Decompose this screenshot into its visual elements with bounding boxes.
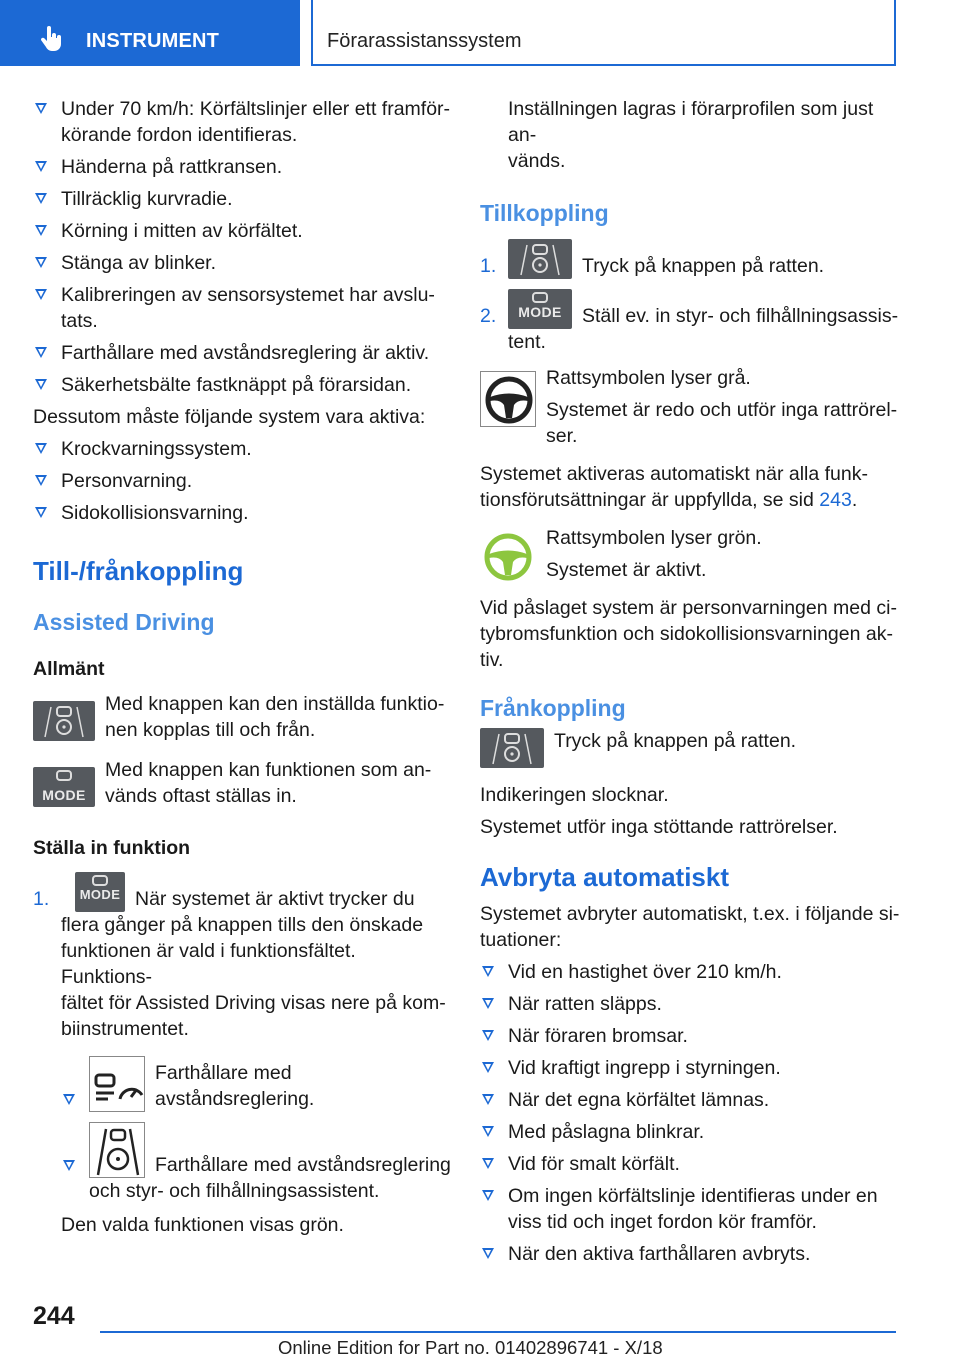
list-item (480, 1183, 900, 1235)
list-item-text: Vid kraftigt ingrepp i styrningen. (508, 1057, 781, 1079)
general-row-1 (33, 691, 451, 743)
bullet-triangle-icon (35, 161, 47, 172)
list-item (480, 1119, 900, 1145)
footer-edition: Online Edition for Part no. 01402896741 - X/18 (278, 1337, 663, 1358)
list-item (480, 1055, 900, 1081)
off-step-row (480, 728, 900, 768)
list-item-text: Med påslagna blinkrar. (508, 1121, 705, 1143)
section-title-box (311, 0, 896, 66)
list-item-text: När det egna körfältet lämnas. (508, 1089, 770, 1111)
list-item (33, 218, 451, 244)
page-header (0, 0, 960, 66)
green-state-text-2: Systemet är aktivt. (546, 559, 707, 581)
auto-cancel-list (480, 959, 900, 1267)
list-item (33, 154, 451, 180)
general-text-2: Med knappen kan funktionen som an- vänds oftast ställas in. (105, 759, 432, 807)
heading-assisted-driving: Assisted Driving (33, 609, 215, 635)
list-item-text: Vid en hastighet över 210 km/h. (508, 961, 782, 983)
on-step-2 (480, 289, 900, 355)
step-1-number: 1. (33, 888, 50, 910)
assist-button-icon (508, 239, 572, 279)
step-1 (33, 872, 451, 1042)
list-item (480, 1241, 900, 1267)
list-item-text: När föraren bromsar. (508, 1025, 688, 1047)
list-item (33, 436, 451, 462)
bullet-triangle-icon (35, 507, 47, 518)
heading-on-off: Till-/frånkoppling (33, 556, 244, 586)
list-item-text: Händerna på rattkransen. (61, 156, 283, 178)
heading-general: Allmänt (33, 658, 105, 680)
heading-switch-off: Frånkoppling (480, 695, 626, 721)
list-item-text: Personvarning. (61, 470, 193, 492)
list-item-text: Krockvarningssystem. (61, 438, 252, 460)
mode-button-icon (508, 289, 572, 329)
auto-activation-text-a: Systemet aktiveras automatiskt när alla funk- tionsförutsättningar är uppfyllda, se sid (480, 463, 868, 511)
bullet-triangle-icon (482, 1248, 494, 1259)
steering-assist-icon (89, 1122, 145, 1178)
general-text-1: Med knappen kan den inställda funktio- nen kopplas till och från. (105, 693, 445, 741)
grey-state-text-1: Rattsymbolen lyser grå. (546, 367, 751, 389)
list-item (33, 282, 451, 334)
auto-cancel-intro: Systemet avbryter automatiskt, t.ex. i följande si- tuationer: (480, 903, 900, 951)
footer-divider (100, 1331, 896, 1333)
green-state-text-1: Rattsymbolen lyser grön. (546, 527, 762, 549)
active-systems-list (33, 436, 451, 526)
general-row-2 (33, 757, 451, 809)
list-item (33, 500, 451, 526)
selected-function-note: Den valda funktionen visas grön. (61, 1214, 344, 1236)
list-item-text: Körning i mitten av körfältet. (61, 220, 303, 242)
bullet-triangle-icon (482, 1190, 494, 1201)
list-item-text: När den aktiva farthållaren avbryts. (508, 1243, 811, 1265)
steering-wheel-grey-icon (480, 371, 536, 427)
mode-label: MODE (79, 887, 121, 902)
function-option-1 (61, 1056, 451, 1112)
assist-button-icon (480, 728, 544, 768)
green-state-row (480, 525, 900, 585)
bullet-triangle-icon (35, 443, 47, 454)
bullet-triangle-icon (35, 379, 47, 390)
list-item (480, 1087, 900, 1113)
bullet-triangle-icon (35, 193, 47, 204)
list-item (480, 1023, 900, 1049)
bullet-triangle-icon (35, 225, 47, 236)
chapter-tab[interactable] (0, 0, 300, 66)
list-item-text: Sidokollisionsvarning. (61, 502, 249, 524)
list-item (33, 96, 451, 148)
requirements-list (33, 96, 451, 398)
heading-auto-cancel: Avbryta automatiskt (480, 862, 729, 892)
on-step-1-text: Tryck på knappen på ratten. (582, 255, 825, 277)
left-column (33, 96, 451, 1244)
function-option-2-text-a: Farthållare med avståndsreglering (155, 1154, 451, 1176)
list-item (480, 959, 900, 985)
right-column (480, 96, 900, 1273)
bullet-triangle-icon (482, 1158, 494, 1169)
bullet-triangle-icon (35, 103, 47, 114)
step-1-continued: flera gånger på knappen tills den önskade funktionen är vald i funktionsfältet. Funktions- fältet för Assisted Driving visas nere på kom- biinstrumentet. (61, 914, 446, 1040)
list-item-text: När ratten släpps. (508, 993, 662, 1015)
bullet-triangle-icon (482, 1126, 494, 1137)
list-item-text: Tillräcklig kurvradie. (61, 188, 233, 210)
list-item-text: Vid för smalt körfält. (508, 1153, 680, 1175)
list-item-text: Stänga av blinker. (61, 252, 217, 274)
bullet-triangle-icon (482, 966, 494, 977)
off-note-2: Systemet utför inga stöttande rattrörelser. (480, 816, 838, 838)
on-step-2-text-b: tent. (508, 331, 546, 353)
heading-set-function: Ställa in funktion (33, 837, 191, 859)
mode-button-icon (33, 767, 95, 807)
list-item-text: Under 70 km/h: Körfältslinjer eller ett framför- körande fordon identifieras. (61, 98, 451, 146)
function-option-2 (61, 1122, 451, 1204)
hand-pointer-icon (40, 26, 64, 52)
off-step-text: Tryck på knappen på ratten. (554, 730, 797, 752)
list-item (33, 186, 451, 212)
bullet-triangle-icon (35, 347, 47, 358)
bullet-triangle-icon (482, 1094, 494, 1105)
list-item-text: Om ingen körfältslinje identifieras under en viss tid och inget fordon kör framför. (508, 1185, 878, 1233)
page-number: 244 (33, 1302, 75, 1330)
bullet-triangle-icon (35, 475, 47, 486)
on-step-2-number: 2. (480, 305, 497, 327)
off-note-1: Indikeringen slocknar. (480, 784, 669, 806)
list-item (33, 250, 451, 276)
list-item (33, 340, 451, 366)
auto-activation-text (480, 461, 900, 513)
grey-state-text-2: Systemet är redo och utför inga rattrörel- ser. (546, 399, 898, 447)
bullet-triangle-icon (482, 1062, 494, 1073)
bullet-triangle-icon (482, 998, 494, 1009)
cruise-control-icon (89, 1056, 145, 1112)
list-item-text: Farthållare med avståndsreglering är aktiv. (61, 342, 430, 364)
bullet-triangle-icon (35, 257, 47, 268)
on-step-1 (480, 239, 900, 279)
list-item-text: Säkerhetsbälte fastknäppt på förarsidan. (61, 374, 412, 396)
function-option-2-text-b: och styr- och filhållningsassistent. (89, 1180, 380, 1202)
step-1-text: När systemet är aktivt trycker du (135, 888, 415, 910)
on-step-1-number: 1. (480, 255, 497, 277)
list-item (33, 372, 451, 398)
requirements-intro: Dessutom måste följande system vara aktiva: (33, 406, 426, 428)
assist-button-icon (33, 701, 95, 741)
grey-state-row (480, 365, 900, 449)
section-title: Förarassistanssystem (327, 30, 522, 52)
person-warning-text: Vid påslaget system är personvarningen med ci- tybromsfunktion och sidokollisionsvarningen ak- tiv. (480, 597, 897, 671)
bullet-triangle-icon (482, 1030, 494, 1041)
heading-switch-on: Tillkoppling (480, 200, 609, 226)
page-link-243[interactable]: 243 (819, 489, 852, 511)
saved-note: Inställningen lagras i förarprofilen som just an- vänds. (508, 98, 874, 172)
list-item (480, 1151, 900, 1177)
bullet-triangle-icon (35, 289, 47, 300)
mode-label: MODE (42, 787, 86, 803)
auto-activation-text-b: . (851, 489, 858, 511)
list-item (480, 991, 900, 1017)
on-step-2-text-a: Ställ ev. in styr- och filhållningsassis- (582, 305, 899, 327)
function-option-1-text: Farthållare med avståndsreglering. (155, 1062, 315, 1110)
mode-label: MODE (518, 304, 562, 320)
chapter-tab-label: INSTRUMENT (86, 30, 220, 52)
steering-wheel-green-icon (480, 529, 536, 585)
list-item-text: Kalibreringen av sensorsystemet har avslu- tats. (61, 284, 435, 332)
list-item (33, 468, 451, 494)
mode-button-icon (75, 872, 125, 912)
